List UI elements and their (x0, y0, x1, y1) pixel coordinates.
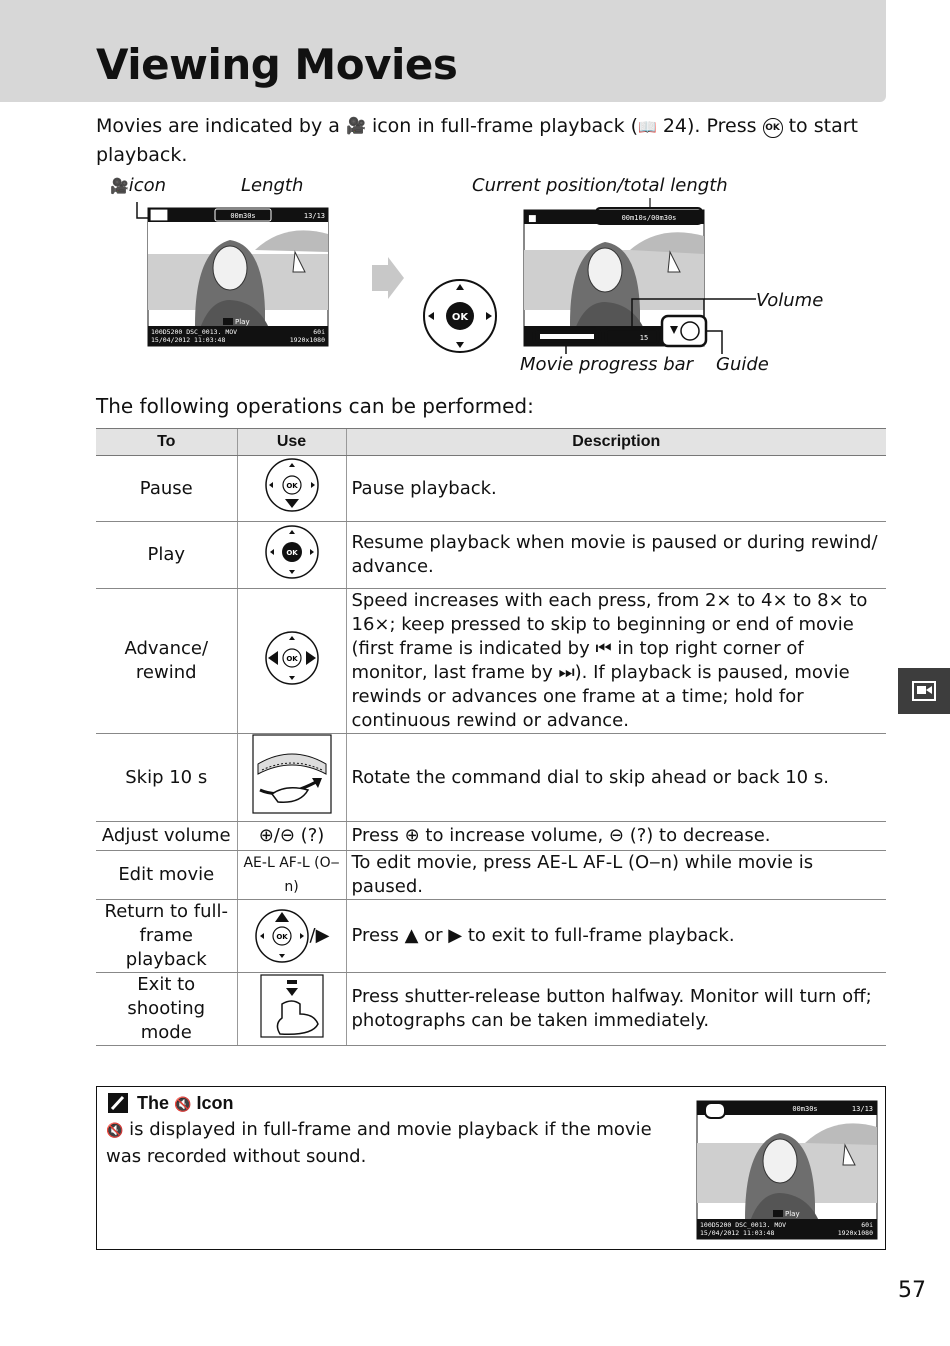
row-use (237, 734, 346, 822)
command-dial-icon (252, 734, 332, 814)
svg-text:00m30s: 00m30s (792, 1105, 818, 1113)
row-to: Edit movie (96, 851, 237, 900)
movie-icon: 🎥 (110, 177, 129, 195)
ok-button-icon (264, 524, 320, 580)
monitor-movie-playback (520, 198, 760, 358)
header-use: Use (237, 429, 346, 456)
table-row (96, 456, 886, 522)
svg-text:15/04/2012 11:03:48: 15/04/2012 11:03:48 (151, 336, 226, 344)
row-to: Play (96, 522, 237, 589)
svg-text:60i: 60i (313, 328, 325, 336)
table-row (96, 973, 886, 1046)
multi-selector-up-icon (254, 908, 310, 964)
callout-progress-bar: Movie progress bar (520, 354, 694, 375)
book-icon: 📖 (638, 118, 657, 136)
header-description: Description (346, 429, 886, 456)
row-use: AE-L AF-L (O‒n) (237, 851, 346, 900)
table-row (96, 900, 886, 973)
note-title: The 🔇 Icon (137, 1093, 234, 1113)
row-to: Skip 10 s (96, 734, 237, 822)
row-to: Pause (96, 456, 237, 522)
row-to: Advance/ rewind (96, 589, 237, 734)
svg-text:OK: OK (275, 933, 288, 941)
table-row (96, 822, 886, 851)
row-description: Pause playback. (346, 456, 886, 522)
table-row (96, 851, 886, 900)
svg-text:Play: Play (235, 318, 250, 326)
svg-text:OK: OK (285, 654, 298, 663)
row-description: Press ⊕ to increase volume, ⊖ (?) to decrease. (346, 822, 886, 851)
row-use (237, 522, 346, 589)
pencil-note-icon (107, 1092, 129, 1114)
movie-icon: ■ (528, 214, 537, 224)
monitor-full-frame (135, 200, 335, 350)
row-description: Speed increases with each press, from 2× to 4× to 8× to 16×; keep pressed to skip to beginning or end of movie (first frame is indicated by ⏮ in top right corner of monitor, last frame by ⏭). If playback is paused, movie rewinds or advances one frame at a time; hold for continuous rewind or advance. (346, 589, 886, 734)
header-to: To (96, 429, 237, 456)
table-row (96, 589, 886, 734)
svg-text:13/13: 13/13 (851, 1105, 873, 1113)
page-number: 57 (898, 1278, 926, 1303)
multi-selector-down-icon (264, 457, 320, 513)
note-box (96, 1086, 886, 1250)
playback-button-icon: /▶ (309, 925, 330, 946)
svg-text:15/04/2012 11:03:48: 15/04/2012 11:03:48 (700, 1229, 775, 1237)
no-sound-icon: 🔇 (174, 1096, 192, 1112)
row-description: Press ▲ or ▶ to exit to full-frame playback. (346, 900, 886, 973)
row-use (237, 973, 346, 1046)
svg-text:100D5200 DSC_0013. MOV: 100D5200 DSC_0013. MOV (151, 328, 238, 336)
movie-icon (911, 680, 937, 702)
shutter-release-icon (260, 974, 324, 1038)
svg-text:OK: OK (285, 548, 298, 557)
table-row (96, 734, 886, 822)
svg-text:13/13: 13/13 (303, 212, 325, 220)
ok-button-icon: OK (763, 118, 783, 138)
row-description: Press shutter-release button halfway. Monitor will turn off; photographs can be taken immediately. (346, 973, 886, 1046)
callout-length: Length (241, 175, 304, 196)
chapter-tab (898, 668, 950, 714)
page-title: Viewing Movies (96, 40, 458, 89)
note-body: 🔇 is displayed in full-frame and movie playback if the movie was recorded without sound. (106, 1119, 652, 1167)
multi-selector-left-right-icon (264, 630, 320, 686)
svg-text:1920x1080: 1920x1080 (289, 336, 325, 344)
svg-text:OK: OK (451, 312, 469, 323)
multi-selector-ok-icon (422, 278, 498, 354)
row-to: Return to full- frame playback (96, 900, 237, 973)
svg-text:00m30s: 00m30s (230, 212, 256, 220)
svg-text:Play: Play (785, 1210, 800, 1218)
callout-volume: Volume (756, 290, 824, 311)
svg-text:15: 15 (639, 334, 649, 342)
row-description: Resume playback when movie is paused or during rewind/ advance. (346, 522, 886, 589)
monitor-no-sound (695, 1099, 879, 1241)
arrow-right-icon (370, 255, 406, 301)
svg-text:OK: OK (285, 482, 298, 490)
intro-paragraph: Movies are indicated by a 🎥 icon in full-frame playback (📖 24). Press OK to start playback. (96, 112, 886, 169)
row-description: To edit movie, press AE-L AF-L (O‒n) while movie is paused. (346, 851, 886, 900)
row-description: Rotate the command dial to skip ahead or back 10 s. (346, 734, 886, 822)
row-to: Adjust volume (96, 822, 237, 851)
movie-icon: 🎥 (345, 116, 366, 135)
svg-text:1920x1080: 1920x1080 (837, 1229, 873, 1237)
row-use (237, 589, 346, 734)
svg-text:60i: 60i (861, 1221, 873, 1229)
row-use: ⊕/⊖ (?) (237, 822, 346, 851)
operations-table (96, 428, 886, 1046)
row-use (237, 456, 346, 522)
table-row (96, 522, 886, 589)
table-header-row (96, 429, 886, 456)
no-sound-icon: 🔇 (106, 1123, 124, 1139)
svg-text:100D5200 DSC_0013. MOV: 100D5200 DSC_0013. MOV (700, 1221, 787, 1229)
svg-text:00m10s/00m30s: 00m10s/00m30s (621, 214, 677, 222)
row-to: Exit to shooting mode (96, 973, 237, 1046)
callout-current-position: Current position/total length (472, 175, 728, 196)
row-use (237, 900, 346, 973)
callout-guide: Guide (716, 354, 769, 375)
callout-movie-icon: 🎥icon (110, 175, 167, 196)
operations-intro: The following operations can be performed: (96, 394, 534, 418)
